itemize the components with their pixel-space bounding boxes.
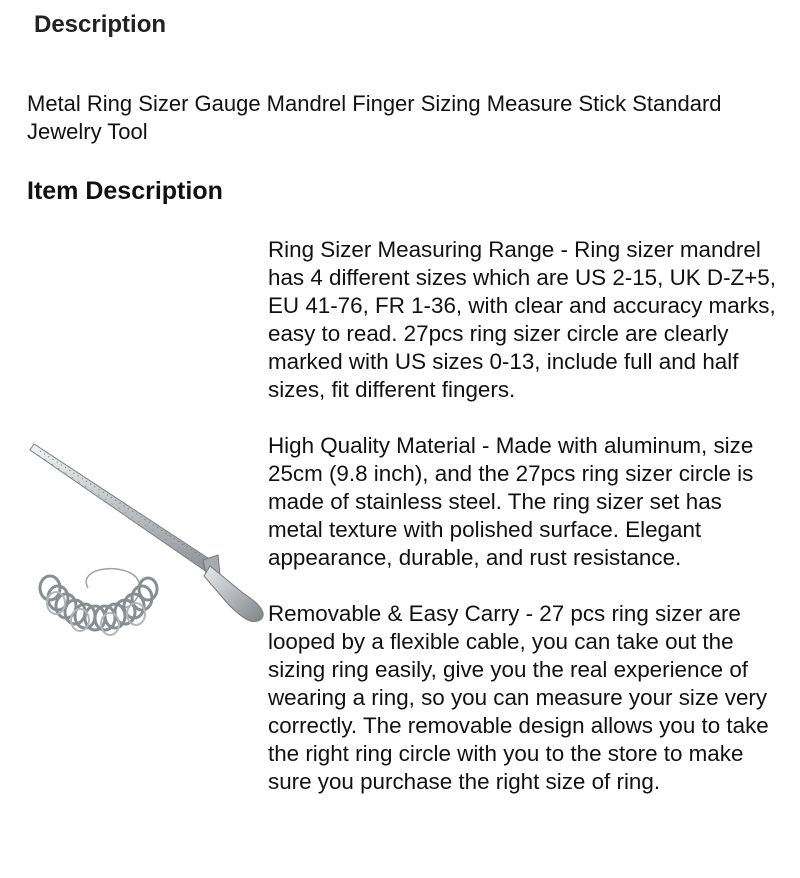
description-heading: Description <box>34 11 167 38</box>
feature-removable: Removable & Easy Carry - 27 pcs ring sizer are looped by a flexible cable, you can take out the sizing ring easily, give you the real experience of wearing a ring, so you can measure your size very correctly. The removable design allows you to take the right ring circle with you to the store to make sure you purchase the right size of ring. <box>268 601 769 794</box>
feature-list <box>268 236 778 824</box>
feature-material: High Quality Material - Made with aluminum, size 25cm (9.8 inch), and the 27pcs ring sizer circle is made of stainless steel. The ring sizer set has metal texture with polished surface. Elegant appearance, durable, and rust resistance. <box>268 433 754 570</box>
sizer-rings <box>40 576 157 635</box>
ring-sizer-mandrel-image <box>28 438 266 652</box>
product-title: Metal Ring Sizer Gauge Mandrel Finger Sizing Measure Stick Standard Jewelry Tool <box>27 91 722 144</box>
mandrel-handle <box>204 566 263 622</box>
item-description-heading: Item Description <box>27 177 223 205</box>
feature-measuring-range: Ring Sizer Measuring Range - Ring sizer mandrel has 4 different sizes which are US 2-15, UK D-Z+5, EU 41-76, FR 1-36, with clear and accuracy marks, easy to read. 27pcs ring sizer circle are clearly marked with US sizes 0-13, include full and half sizes, fit different fingers. <box>268 237 776 402</box>
mandrel-shaft <box>30 444 220 578</box>
